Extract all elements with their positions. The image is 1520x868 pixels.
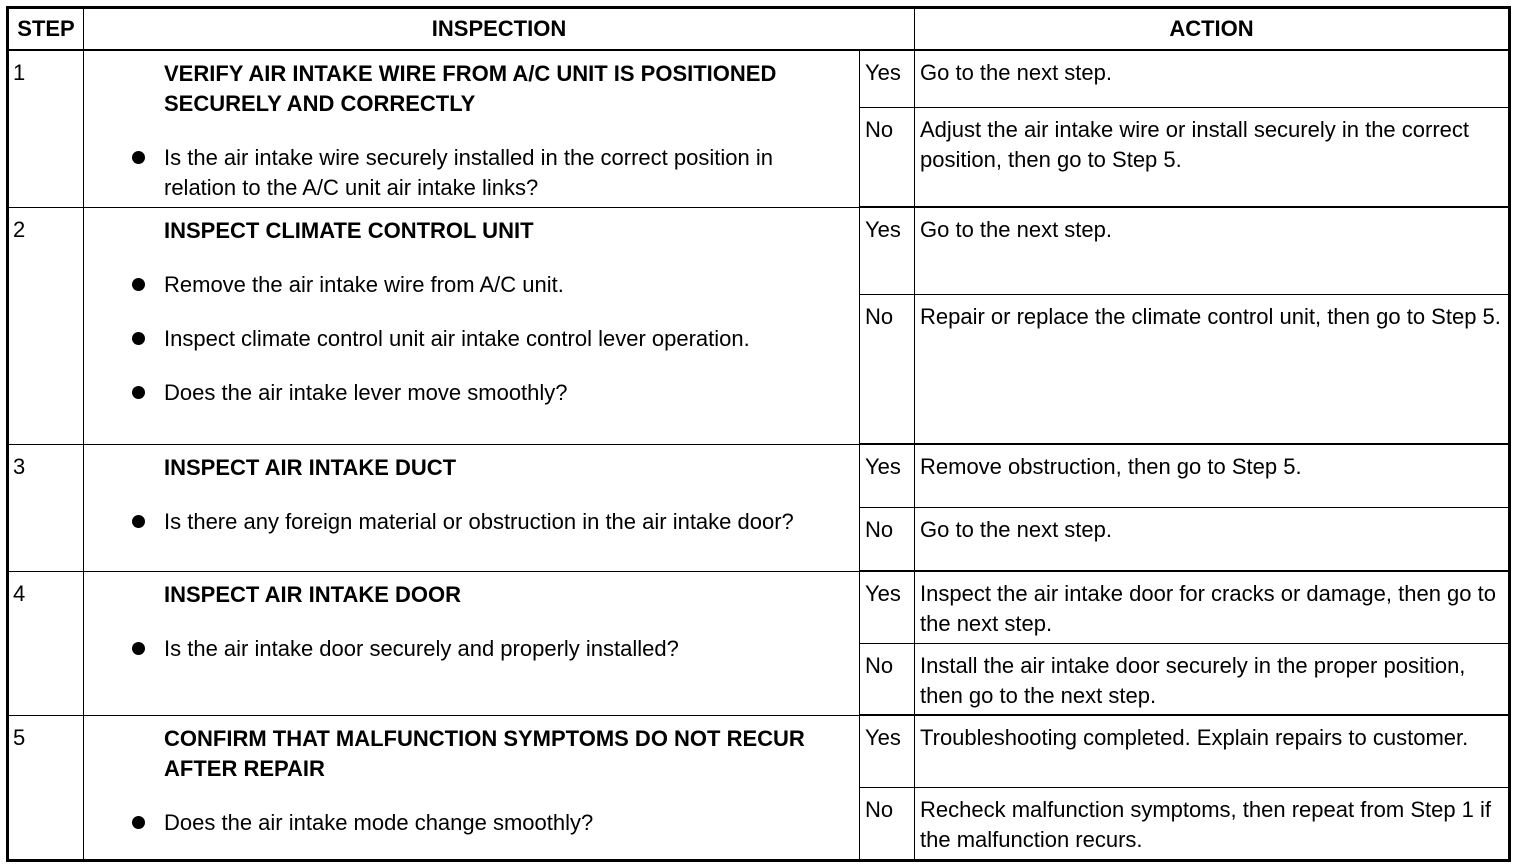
bullet-icon	[132, 278, 145, 291]
yes-label: Yes	[860, 571, 915, 643]
inspection-bullet	[164, 324, 851, 354]
no-action: Go to the next step.	[915, 507, 1510, 571]
bullet-icon	[132, 151, 145, 164]
inspection-bullet	[164, 378, 851, 408]
inspection-cell	[84, 50, 860, 207]
inspection-title: CONFIRM THAT MALFUNCTION SYMPTOMS DO NOT RECUR AFTER REPAIR	[164, 725, 805, 781]
inspection-bullet	[164, 143, 851, 203]
inspection-header: INSPECTION	[84, 8, 915, 51]
step-row-yes	[8, 207, 1510, 294]
troubleshooting-table	[6, 6, 1511, 862]
step-row-yes	[8, 50, 1510, 107]
action-header: ACTION	[915, 8, 1510, 51]
step-number: 3	[8, 444, 84, 571]
no-label: No	[860, 507, 915, 571]
inspection-title: VERIFY AIR INTAKE WIRE FROM A/C UNIT IS POSITIONED SECURELY AND CORRECTLY	[164, 61, 777, 116]
inspection-cell	[84, 571, 860, 715]
no-label: No	[860, 107, 915, 207]
no-label: No	[860, 294, 915, 444]
inspection-cell	[84, 444, 860, 571]
no-action: Recheck malfunction symptoms, then repeat from Step 1 if the malfunction recurs.	[915, 787, 1510, 860]
bullet-icon	[132, 332, 145, 345]
yes-action: Troubleshooting completed. Explain repairs to customer.	[915, 715, 1510, 787]
bullet-text: Inspect climate control unit air intake control lever operation.	[164, 325, 750, 351]
step-number: 1	[8, 50, 84, 207]
bullet-text: Is there any foreign material or obstruction in the air intake door?	[164, 508, 794, 534]
inspection-cell	[84, 715, 860, 860]
step-row-yes	[8, 715, 1510, 787]
inspection-title: INSPECT CLIMATE CONTROL UNIT	[164, 217, 534, 243]
inspection-title: INSPECT AIR INTAKE DOOR	[164, 581, 462, 607]
yes-label: Yes	[860, 715, 915, 787]
bullet-text: Does the air intake lever move smoothly?	[164, 379, 568, 405]
bullet-text: Is the air intake wire securely installed in the correct position in relation to the A/C unit air intake links?	[164, 145, 773, 200]
step-number: 4	[8, 571, 84, 715]
bullet-text: Remove the air intake wire from A/C unit.	[164, 271, 564, 297]
inspection-bullet	[164, 808, 851, 838]
inspection-bullet	[164, 634, 851, 664]
yes-action: Remove obstruction, then go to Step 5.	[915, 444, 1510, 507]
yes-action: Inspect the air intake door for cracks or damage, then go to the next step.	[915, 571, 1510, 643]
no-label: No	[860, 787, 915, 860]
no-action: Install the air intake door securely in the proper position, then go to the next step.	[915, 643, 1510, 715]
inspection-title: INSPECT AIR INTAKE DUCT	[164, 454, 457, 480]
no-action: Adjust the air intake wire or install securely in the correct position, then go to Step 5.	[915, 107, 1510, 207]
yes-label: Yes	[860, 444, 915, 507]
yes-label: Yes	[860, 50, 915, 107]
inspection-bullet	[164, 270, 851, 300]
bullet-icon	[132, 515, 145, 528]
step-header: STEP	[8, 8, 84, 51]
bullet-text: Is the air intake door securely and properly installed?	[164, 635, 679, 661]
inspection-bullet	[164, 507, 851, 537]
no-label: No	[860, 643, 915, 715]
no-action: Repair or replace the climate control unit, then go to Step 5.	[915, 294, 1510, 444]
yes-action: Go to the next step.	[915, 207, 1510, 294]
bullet-icon	[132, 642, 145, 655]
step-row-yes	[8, 571, 1510, 643]
step-number: 2	[8, 207, 84, 444]
step-number: 5	[8, 715, 84, 860]
bullet-icon	[132, 386, 145, 399]
yes-label: Yes	[860, 207, 915, 294]
yes-action: Go to the next step.	[915, 50, 1510, 107]
header-row	[8, 8, 1510, 51]
bullet-icon	[132, 816, 145, 829]
inspection-cell	[84, 207, 860, 444]
bullet-text: Does the air intake mode change smoothly?	[164, 809, 594, 835]
step-row-yes	[8, 444, 1510, 507]
